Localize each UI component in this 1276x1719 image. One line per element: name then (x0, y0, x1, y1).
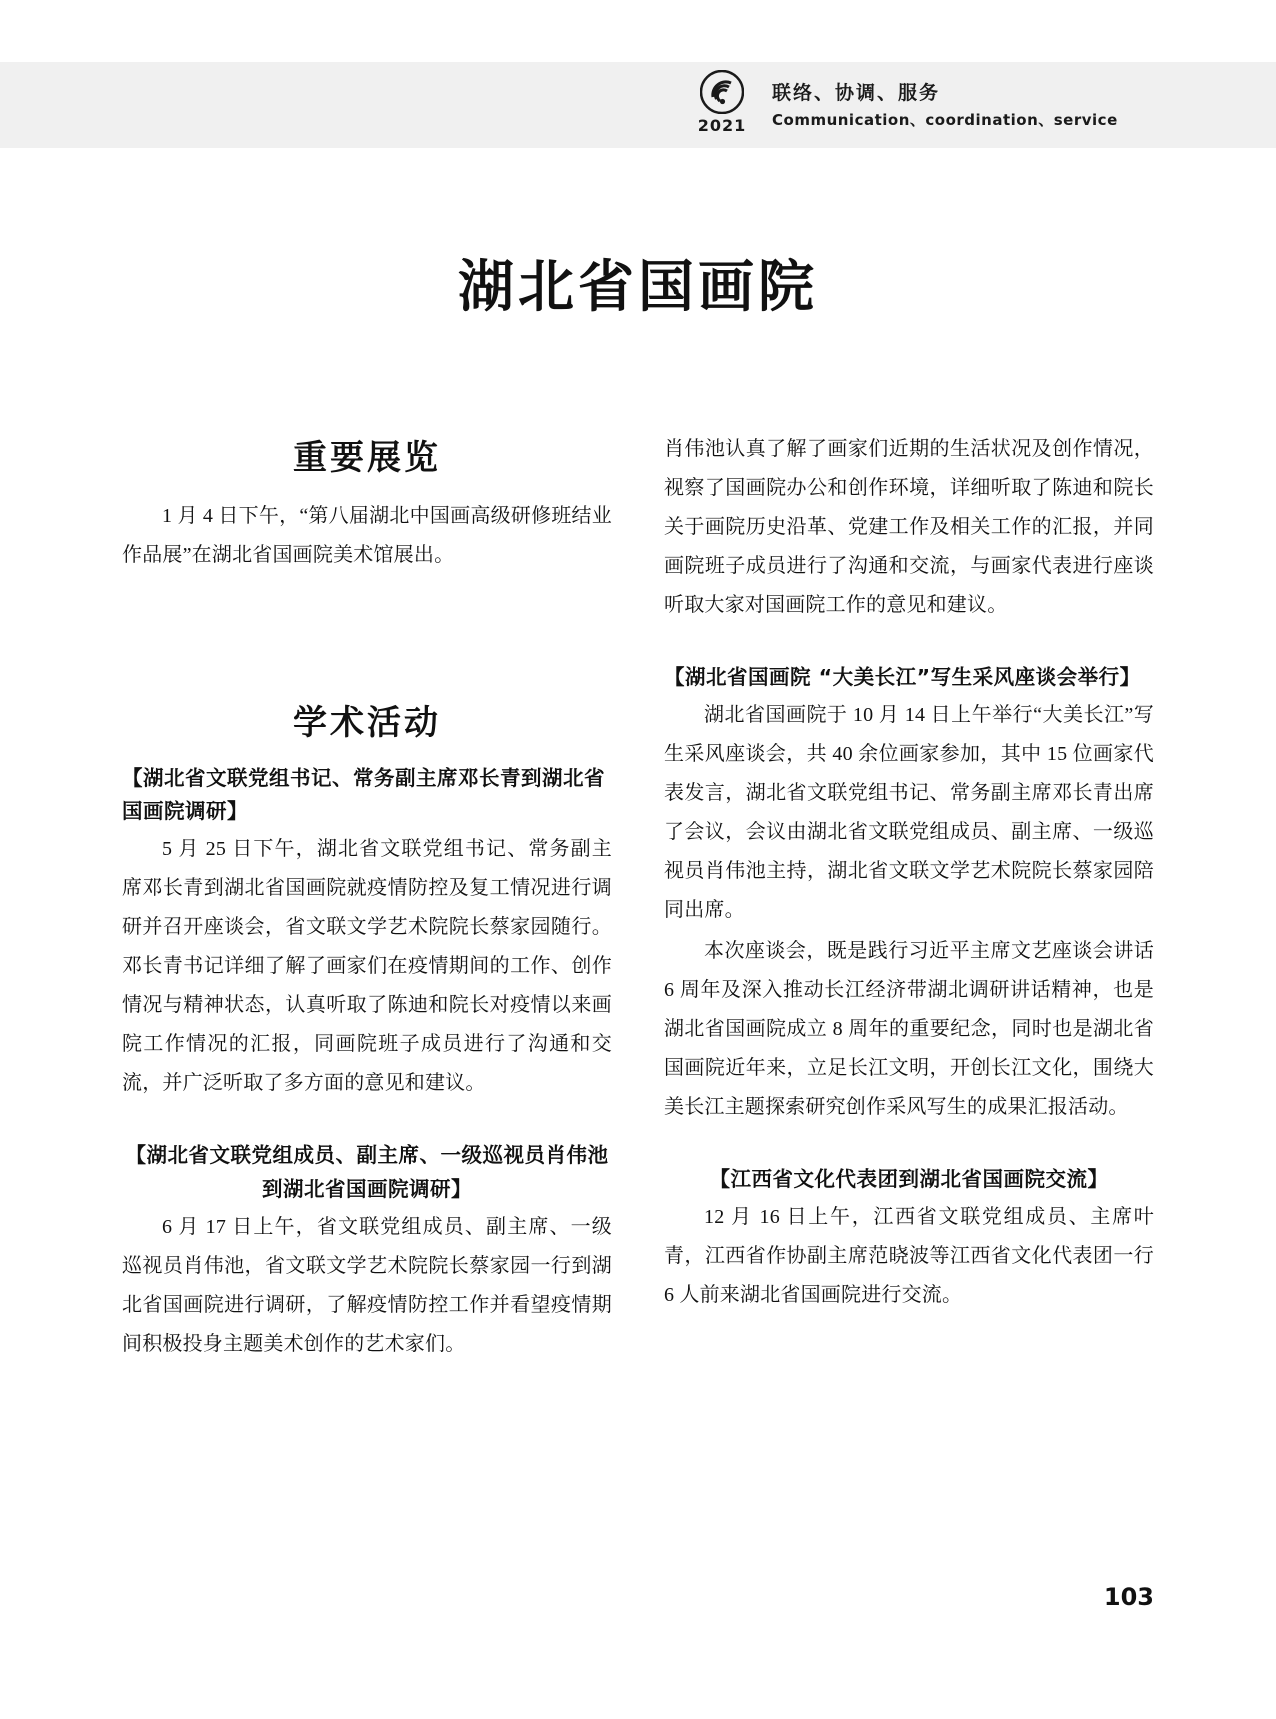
logo-year: 2021 (697, 116, 747, 135)
header-slogan-cn: 联络、协调、服务 (772, 81, 941, 104)
paragraph: 湖北省国画院于 10 月 14 日上午举行“大美长江”写生采风座谈会，共 40 余位画家参加，其中 15 位画家代表发言，湖北省文联党组书记、常务副主席邓长青出席了会议，会议由湖北省文联党组成员、副主席、一级巡视员肖伟池主持，湖北省文联文学艺术院院长蔡家园陪同出席。 (664, 704, 1154, 922)
article-heading-deng-changqing: 【湖北省文联党组书记、常务副主席邓长青到湖北省国画院调研】 (122, 766, 605, 824)
article-heading-jiangxi-delegation: 【江西省文化代表团到湖北省国画院交流】 (709, 1167, 1109, 1192)
logo-block (690, 70, 754, 135)
content-columns (122, 430, 1154, 1366)
spacer (122, 1105, 612, 1139)
paragraph: 本次座谈会，既是践行习近平主席文艺座谈会讲话 6 周年及深入推动长江经济带湖北调研讲话精神，也是湖北省国画院成立 8 周年的重要纪念，同时也是湖北省国画院近年来，立足长江文明，开创长江文化，围绕大美长江主题探索研究创作采风写生的成果汇报活动。 (664, 940, 1154, 1119)
paragraph: 肖伟池认真了解了画家们近期的生活状况及创作情况，视察了国画院办公和创作环境，详细听取了陈迪和院长关于画院历史沿革、党建工作及相关工作的汇报，并同画院班子成员进行了沟通和交流，与画家代表进行座谈听取大家对国画院工作的意见和建议。 (664, 438, 1154, 616)
header-branding (690, 70, 1118, 135)
header-slogan-en: Communication、coordination、service (772, 110, 1118, 129)
spacer (664, 1129, 1154, 1163)
page-title: 湖北省国画院 (458, 254, 818, 320)
page-number: 103 (1103, 1583, 1154, 1611)
article-heading-damei-changjiang: 【湖北省国画院 “大美长江”写生采风座谈会举行】 (664, 665, 1141, 689)
article-heading-xiao-weichi: 【湖北省文联党组成员、副主席、一级巡视员肖伟池到湖北省国画院调研】 (125, 1143, 609, 1201)
section-heading-academic: 学术活动 (293, 703, 441, 743)
paragraph: 12 月 16 日上午，江西省文联党组成员、主席叶青，江西省作协副主席范晓波等江西省文化代表团一行 6 人前来湖北省国画院进行交流。 (664, 1206, 1154, 1307)
wifi-radiating-circle-logo-icon (700, 70, 744, 114)
right-column (664, 430, 1154, 1366)
section-heading-exhibitions: 重要展览 (293, 438, 441, 478)
paragraph: 6 月 17 日上午，省文联党组成员、副主席、一级巡视员肖伟池，省文联文学艺术院院长蔡家园一行到湖北省国画院进行调研，了解疫情防控工作并看望疫情期间积极投身主题美术创作的艺术家们。 (122, 1215, 612, 1355)
paragraph: 5 月 25 日下午，湖北省文联党组书记、常务副主席邓长青到湖北省国画院就疫情防控及复工情况进行调研并召开座谈会，省文联文学艺术院院长蔡家园随行。邓长青书记详细了解了画家们在疫情期间的工作、创作情况与精神状态，认真听取了陈迪和院长对疫情以来画院工作情况的汇报，同画院班子成员进行了沟通和交流，并广泛听取了多方面的意见和建议。 (122, 838, 612, 1095)
paragraph: 1 月 4 日下午，“第八届湖北中国画高级研修班结业作品展”在湖北省国画院美术馆展出。 (122, 505, 612, 566)
spacer (664, 627, 1154, 661)
header-slogan (772, 76, 1118, 130)
left-column (122, 430, 612, 1366)
